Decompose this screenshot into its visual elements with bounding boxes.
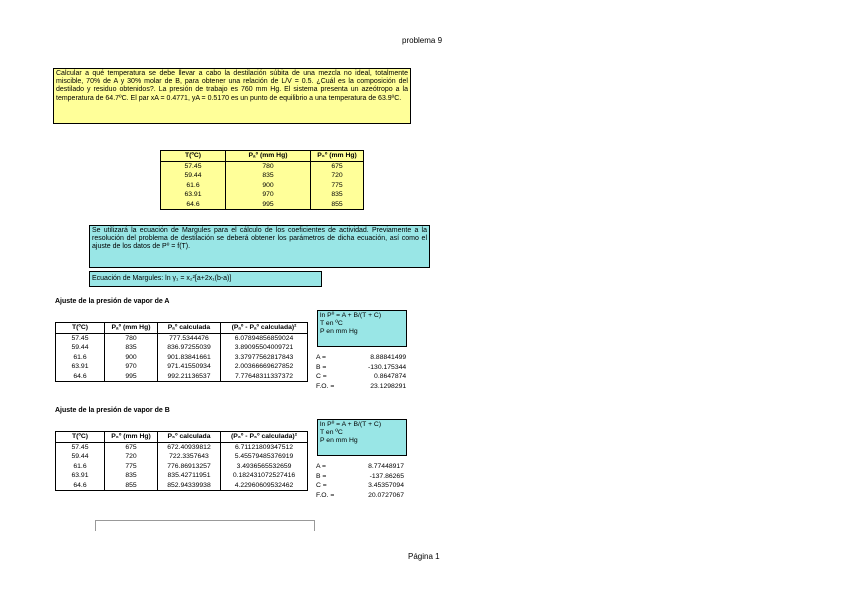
fit-b-row — [56, 481, 308, 491]
table-cell: 835 — [331, 191, 343, 199]
empty-chart-frame — [95, 520, 315, 531]
fit-a-table — [55, 322, 308, 382]
param-row — [316, 472, 404, 482]
fit-a-header: Pₐº calculada — [158, 323, 221, 334]
param-label: B = — [316, 363, 327, 371]
param-label: A = — [316, 354, 327, 362]
table-cell: 59.44 — [56, 343, 105, 353]
table-cell: 64.6 — [56, 372, 105, 382]
table-cell: 775 — [105, 462, 158, 472]
table-cell: 855 — [331, 200, 343, 208]
vapor-pressure-data-table — [160, 150, 364, 210]
fit-a-eq-line: T en ºC — [320, 320, 343, 327]
fit-a-row — [56, 362, 308, 372]
table-cell: 64.6 — [161, 200, 226, 210]
param-value: 23.1298291 — [370, 382, 407, 390]
fit-b-row — [56, 452, 308, 462]
fit-b-eq-line: P en mm Hg — [320, 437, 358, 444]
param-row — [316, 382, 406, 392]
page-header-title: problema 9 — [402, 36, 443, 45]
table-cell: 63.91 — [56, 362, 105, 372]
data-row — [161, 181, 364, 191]
col-header-temp: T(ºC) — [161, 151, 226, 162]
col-header-pa: Pₐº (mm Hg) — [226, 151, 311, 162]
table-cell: 995 — [226, 200, 311, 210]
table-cell: 675 — [105, 442, 158, 452]
param-label: A = — [316, 463, 327, 471]
fit-a-eq-line: P en mm Hg — [320, 328, 358, 335]
table-cell: 59.44 — [56, 452, 105, 462]
table-cell: 900 — [105, 353, 158, 363]
fit-a-header: Pₐº (mm Hg) — [105, 323, 158, 334]
col-header-pb: P₆º (mm Hg) — [311, 151, 364, 162]
param-row — [316, 481, 404, 491]
param-value: -130.175344 — [368, 363, 407, 371]
param-row — [316, 372, 406, 382]
param-label: F.O. = — [316, 382, 335, 390]
param-value: 0.8647874 — [374, 373, 407, 381]
table-cell: 722.3357643 — [158, 452, 221, 462]
table-cell: 2.00366669627852 — [221, 362, 308, 372]
table-cell: 57.45 — [56, 442, 105, 452]
table-cell: 970 — [226, 190, 311, 200]
fit-b-header: T(ºC) — [56, 432, 105, 443]
table-cell: 901.83841661 — [158, 353, 221, 363]
fit-a-title: Ajuste de la presión de vapor de A — [55, 298, 170, 305]
param-label: C = — [316, 373, 327, 381]
table-cell: 995 — [105, 372, 158, 382]
table-cell: 992.21136537 — [158, 372, 221, 382]
table-cell: 971.41550934 — [158, 362, 221, 372]
table-cell: 7.77648311337372 — [221, 372, 308, 382]
fit-a-params — [316, 353, 406, 391]
page-footer: Página 1 — [408, 552, 440, 561]
param-row — [316, 353, 406, 363]
fit-b-header: P₆º calculada — [158, 432, 221, 443]
table-cell: 64.6 — [56, 481, 105, 491]
param-row — [316, 462, 404, 472]
fit-b-title: Ajuste de la presión de vapor de B — [55, 407, 170, 414]
param-value: 3.45357094 — [368, 482, 404, 490]
table-cell: 720 — [331, 172, 343, 180]
table-cell: 6.07894856859024 — [221, 333, 308, 343]
table-cell: 775 — [331, 181, 343, 189]
table-cell: 780 — [105, 333, 158, 343]
table-cell: 777.5344476 — [158, 333, 221, 343]
margules-equation: Ecuación de Margules: ln γ₁ = x₂²[a+2x₁(b-a)] — [89, 271, 322, 287]
table-cell: 3.4936565532659 — [221, 462, 308, 472]
data-row — [161, 161, 364, 171]
param-value: 8.88841499 — [370, 354, 407, 362]
table-cell: 59.44 — [161, 171, 226, 181]
param-row — [316, 363, 406, 373]
table-cell: 835 — [226, 171, 311, 181]
table-cell: 63.91 — [56, 471, 105, 481]
fit-a-row — [56, 343, 308, 353]
table-cell: 970 — [105, 362, 158, 372]
fit-a-row — [56, 353, 308, 363]
table-cell: 780 — [226, 161, 311, 171]
table-cell: 63.91 — [161, 190, 226, 200]
fit-b-row — [56, 442, 308, 452]
fit-a-header: T(ºC) — [56, 323, 105, 334]
fit-b-row — [56, 471, 308, 481]
table-cell: 672.40939812 — [158, 442, 221, 452]
fit-a-row — [56, 333, 308, 343]
table-cell: 836.97255039 — [158, 343, 221, 353]
fit-b-header: (P₆º - P₆º calculada)² — [221, 432, 308, 443]
problem-statement: Calcular a qué temperatura se debe llevar a cabo la destilación súbita de una mezcla no ideal, totalmente miscible, 70% de A y 30% molar de B, para obtener una relación de L/V = 0.5. ¿Cuál es la composición del destilado y residuo obtenidos?. La presión de trabajo es 760 mm Hg. El sistema presenta un azeótropo a la temperatura de 64.7ºC. El par xA = 0.4771, yA = 0.5170 es un punto de equilibrio a una temperatura de 63.9ºC. — [53, 68, 411, 124]
fit-b-eq-line: ln Pº = A + B/(T + C) — [320, 421, 382, 428]
fit-a-equation-box — [317, 310, 407, 347]
param-row — [316, 491, 404, 501]
table-cell: 835 — [105, 343, 158, 353]
table-cell: 61.6 — [56, 353, 105, 363]
table-cell: 61.6 — [161, 181, 226, 191]
table-cell: 0.182431072527416 — [221, 471, 308, 481]
param-label: B = — [316, 472, 327, 480]
param-label: F.O. = — [316, 491, 335, 499]
table-cell: 5.45579485376919 — [221, 452, 308, 462]
fit-b-table — [55, 431, 308, 491]
param-value: -137.86265 — [369, 472, 404, 480]
table-cell: 675 — [331, 162, 343, 170]
fit-b-header: P₆º (mm Hg) — [105, 432, 158, 443]
table-cell: 900 — [226, 181, 311, 191]
fit-b-params — [316, 462, 404, 500]
table-cell: 57.45 — [161, 161, 226, 171]
data-row — [161, 190, 364, 200]
table-cell: 61.6 — [56, 462, 105, 472]
fit-b-eq-line: T en ºC — [320, 429, 343, 436]
fit-a-header: (Pₐº - Pₐº calculada)² — [221, 323, 308, 334]
table-cell: 835 — [105, 471, 158, 481]
table-cell: 3.37977562817843 — [221, 353, 308, 363]
fit-b-row — [56, 462, 308, 472]
table-cell: 852.94339938 — [158, 481, 221, 491]
table-cell: 3.89095504009721 — [221, 343, 308, 353]
table-cell: 855 — [105, 481, 158, 491]
table-cell: 776.86913257 — [158, 462, 221, 472]
data-row — [161, 200, 364, 210]
margules-note: Se utilizará la ecuación de Margules para el cálculo de los coeficientes de actividad. Previamente a la resolución del problema de destilación se deberá obtener los parámetros de dicha ecuación, así como el ajuste de los datos de Pº = f(T). — [89, 225, 430, 268]
fit-a-row — [56, 372, 308, 382]
param-label: C = — [316, 482, 327, 490]
table-cell: 4.22960609532462 — [221, 481, 308, 491]
table-cell: 720 — [105, 452, 158, 462]
fit-b-equation-box — [317, 419, 407, 456]
param-value: 20.0727067 — [368, 491, 404, 499]
data-row — [161, 171, 364, 181]
table-cell: 835.42711951 — [158, 471, 221, 481]
table-cell: 57.45 — [56, 333, 105, 343]
fit-a-eq-line: ln Pº = A + B/(T + C) — [320, 312, 382, 319]
param-value: 8.77448917 — [368, 463, 404, 471]
table-cell: 6.71121809347512 — [221, 442, 308, 452]
